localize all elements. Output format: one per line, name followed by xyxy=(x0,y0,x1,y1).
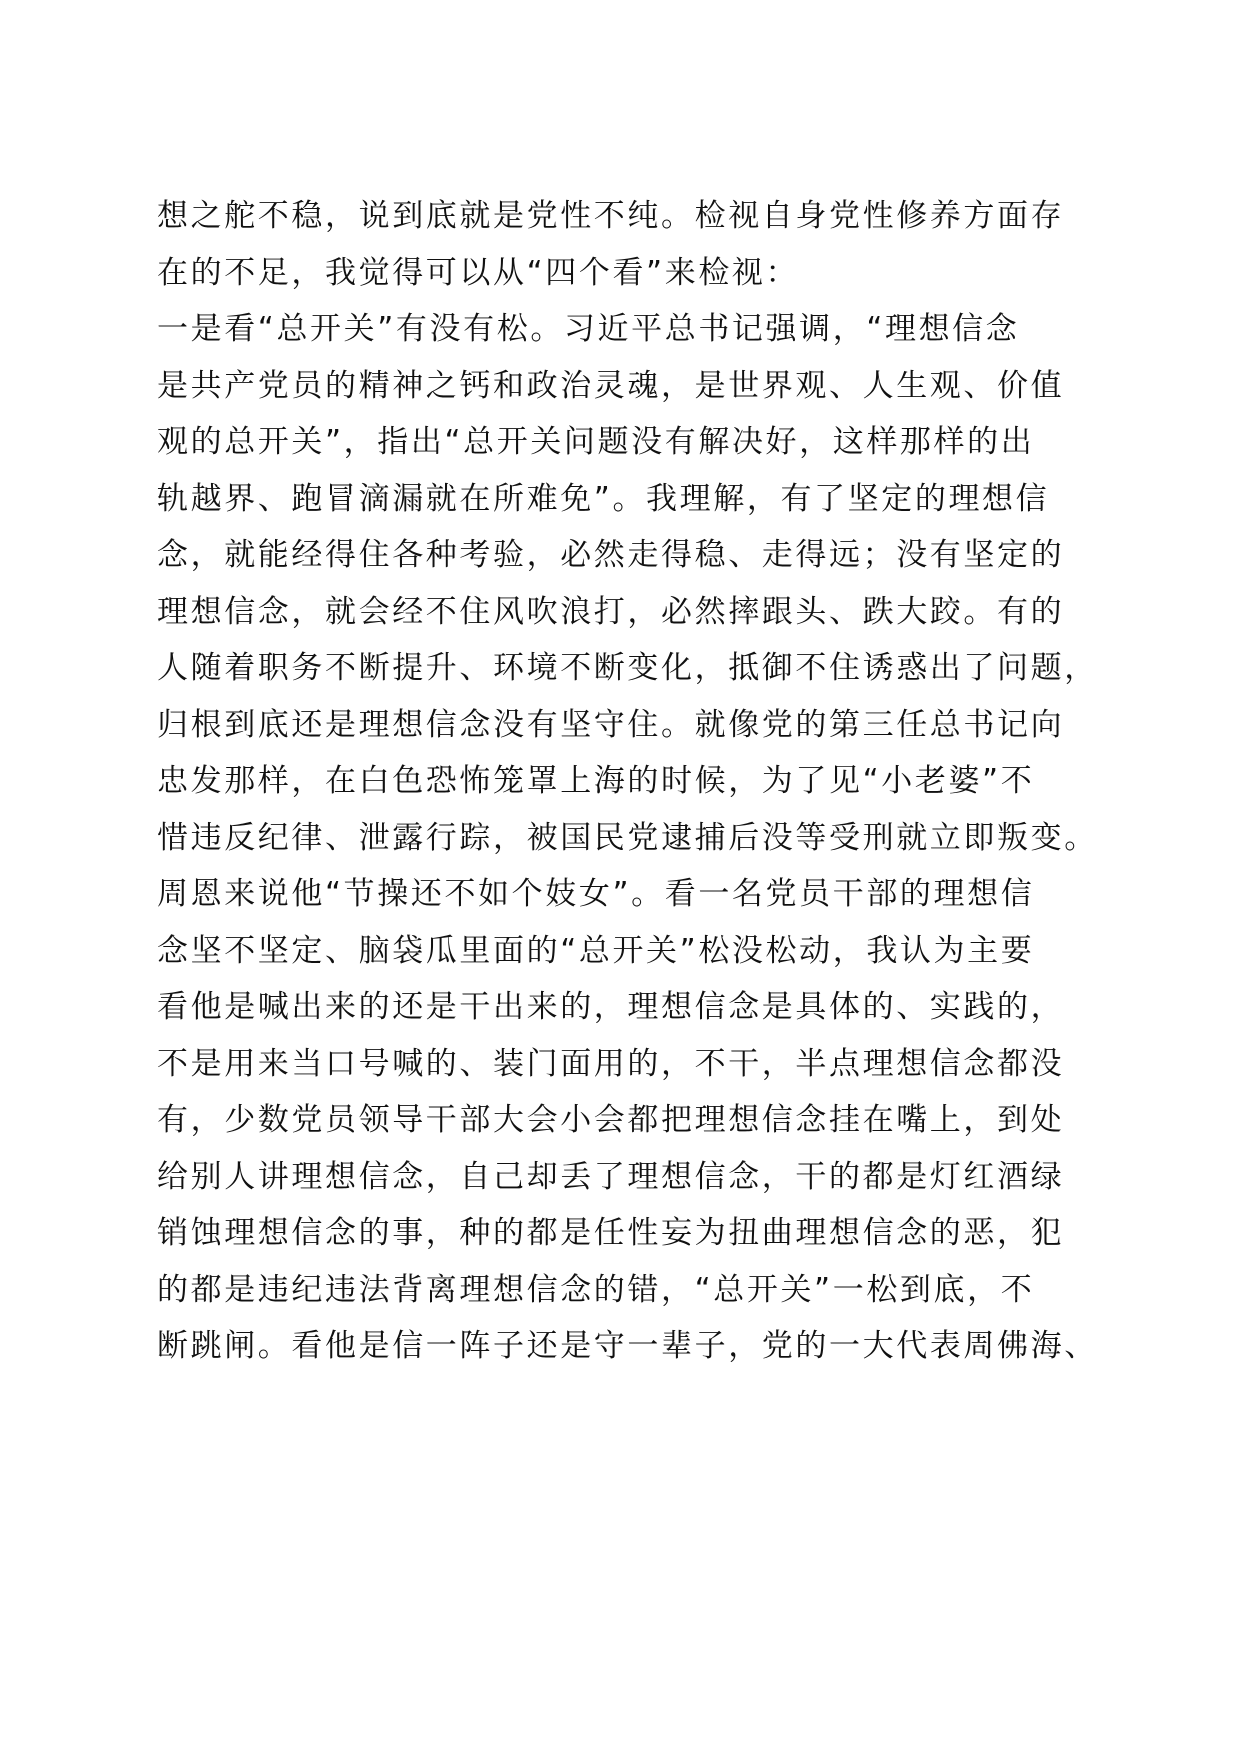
text-line: 观的总开关”，指出“总开关问题没有解决好，这样那样的出 xyxy=(157,424,1035,460)
text-line: 惜违反纪律、泄露行踪，被国民党逮捕后没等受刑就立即叛变。 xyxy=(157,819,1098,856)
body-text xyxy=(157,188,1097,1375)
text-line: 理想信念，就会经不住风吹浪打，必然摔跟头、跌大跤。有的 xyxy=(157,593,1065,630)
text-line: 轨越界、跑冒滴漏就在所难免”。我理解，有了坚定的理想信 xyxy=(157,480,1050,517)
text-line: 人随着职务不断提升、环境不断变化，抵御不住诱惑出了问题， xyxy=(157,650,1098,686)
text-line: 念坚不坚定、脑袋瓜里面的“总开关”松没松动，我认为主要 xyxy=(157,932,1035,969)
text-line: 一是看“总开关”有没有松。习近平总书记强调，“理想信念 xyxy=(157,311,1020,347)
text-line: 在的不足，我觉得可以从“四个看”来检视： xyxy=(157,254,800,291)
text-line: 销蚀理想信念的事，种的都是任性妄为扭曲理想信念的恶，犯 xyxy=(157,1215,1065,1251)
text-line: 念，就能经得住各种考验，必然走得稳、走得远；没有坚定的 xyxy=(157,537,1065,573)
text-line: 忠发那样，在白色恐怖笼罩上海的时候，为了见“小老婆”不 xyxy=(157,763,1035,799)
text-line: 的都是违纪违法背离理想信念的错，“总开关”一松到底，不 xyxy=(157,1271,1035,1308)
text-line: 周恩来说他“节操还不如个妓女”。看一名党员干部的理想信 xyxy=(157,876,1035,912)
text-line: 有，少数党员领导干部大会小会都把理想信念挂在嘴上，到处 xyxy=(157,1102,1065,1138)
text-line: 给别人讲理想信念，自己却丢了理想信念，干的都是灯红酒绿 xyxy=(157,1158,1065,1195)
text-line: 看他是喊出来的还是干出来的，理想信念是具体的、实践的， xyxy=(157,989,1065,1025)
text-line: 归根到底还是理想信念没有坚守住。就像党的第三任总书记向 xyxy=(157,706,1065,743)
text-line: 想之舵不稳，说到底就是党性不纯。检视自身党性修养方面存 xyxy=(157,198,1065,234)
text-line: 断跳闸。看他是信一阵子还是守一辈子，党的一大代表周佛海、 xyxy=(157,1328,1098,1364)
text-line: 是共产党员的精神之钙和政治灵魂，是世界观、人生观、价值 xyxy=(157,367,1065,404)
text-line: 不是用来当口号喊的、装门面用的，不干，半点理想信念都没 xyxy=(157,1045,1065,1082)
